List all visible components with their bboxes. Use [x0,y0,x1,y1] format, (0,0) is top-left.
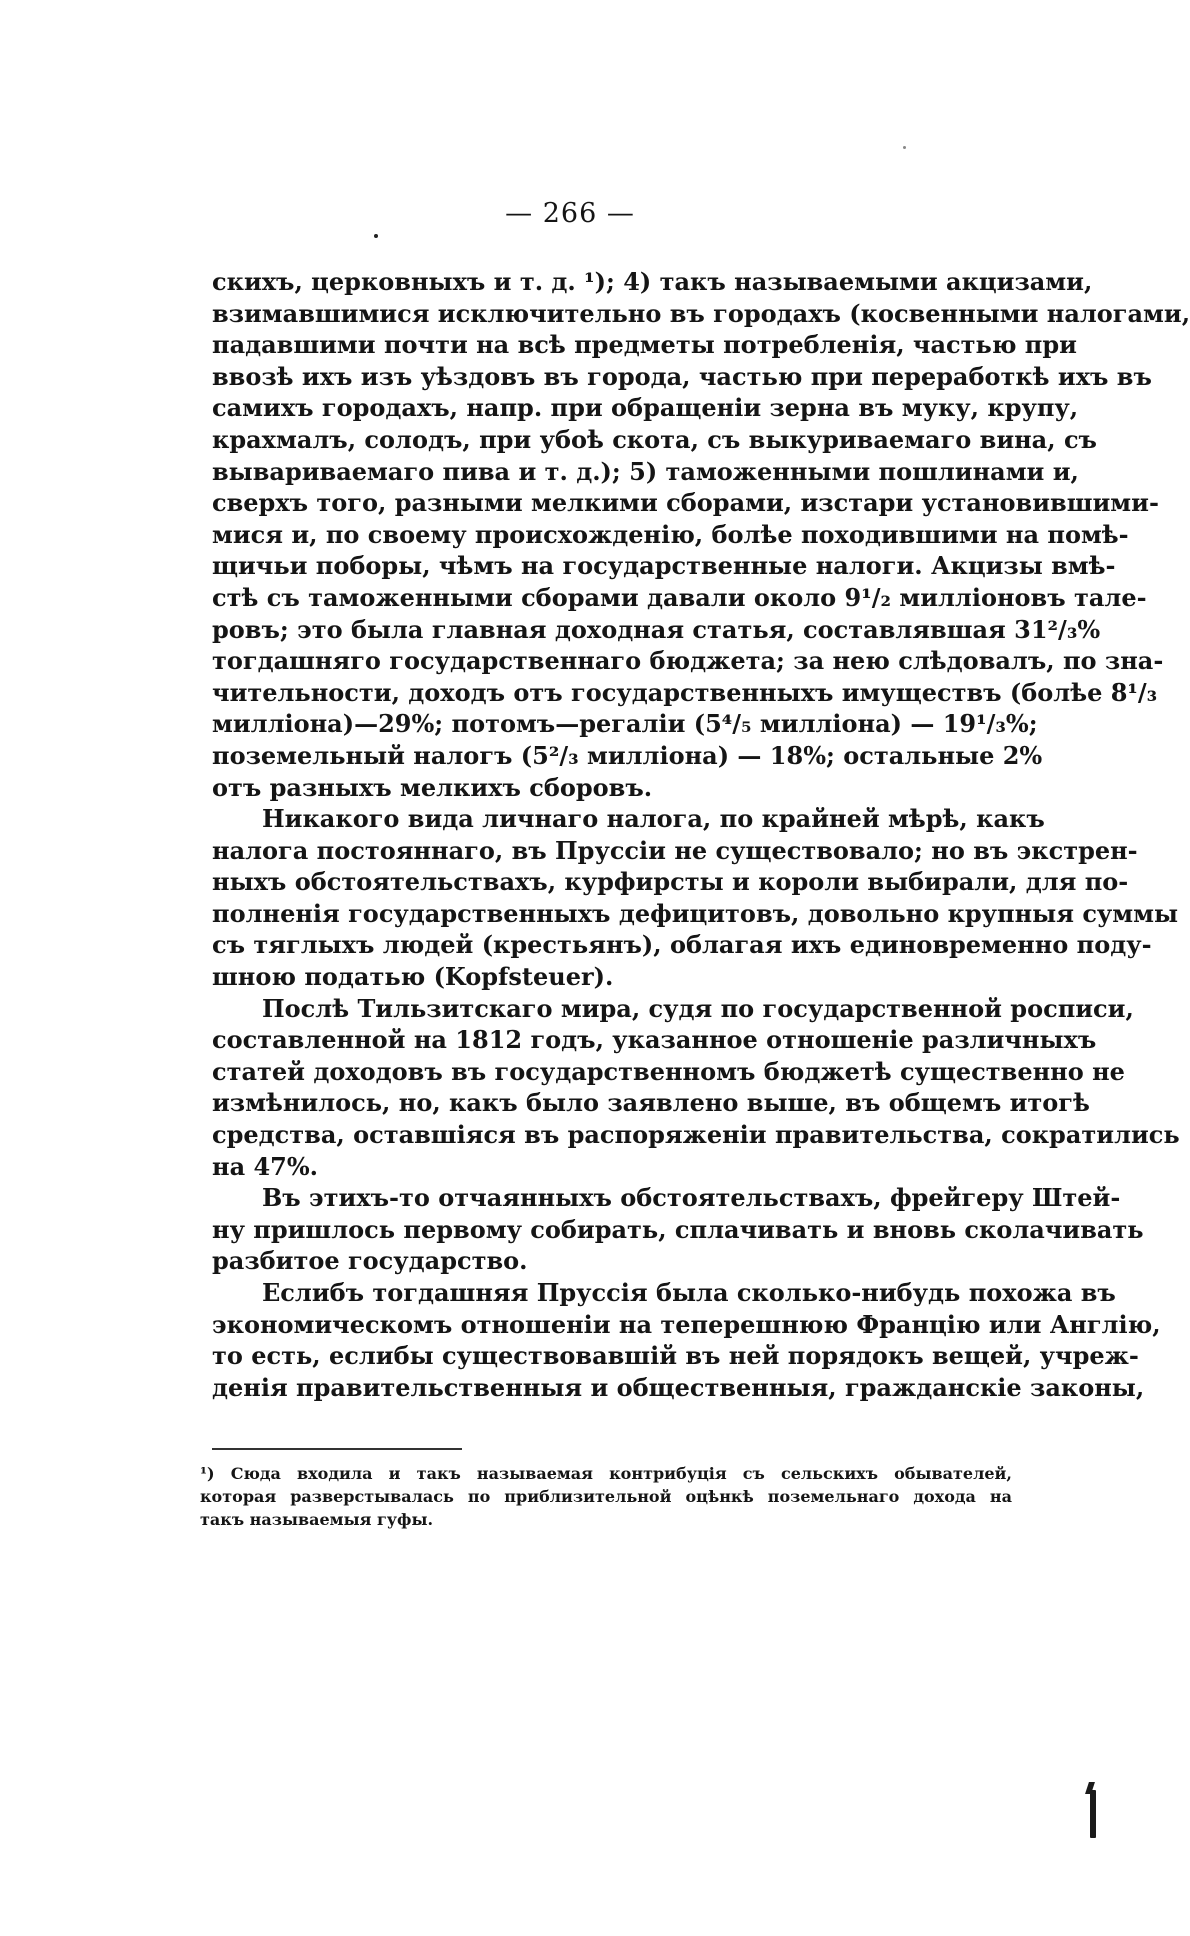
text-line: полненія государственныхъ дефицитовъ, довольно крупныя суммы [212,898,1179,928]
text-line: на 47%. [212,1151,319,1181]
text-line: денія правительственныя и общественныя, гражданскіе законы, [212,1372,1145,1402]
text-line: Еслибъ тогдашняя Пруссія была сколько-нибудь похожа въ [262,1278,1116,1307]
text-line: статей доходовъ въ государственномъ бюджетѣ существенно не [212,1056,1125,1086]
text-line: Никакого вида личнаго налога, по крайней мѣрѣ, какъ [262,804,1045,834]
text-line: мися и, по своему происхожденію, болѣе походившими на помѣ- [212,519,1129,549]
text-line: тогдашняго государственнаго бюджета; за нею слѣдовалъ, по зна- [212,646,1164,676]
text-line: взимавшимися исключительно въ городахъ (косвенными налогами, [212,298,1190,328]
text-line: Въ этихъ-то отчаянныхъ обстоятельствахъ, фрейгеру Штей- [262,1183,1121,1213]
text-line: составленной на 1812 годъ, указанное отношеніе различныхъ [212,1025,1097,1055]
body-text [212,266,1190,1403]
text-line: экономическомъ отношеніи на теперешнюю Францію или Англію, [212,1309,1161,1339]
page-number: — 266 — [505,198,635,229]
text-line: самихъ городахъ, напр. при обращеніи зерна въ муку, крупу, [212,393,1079,423]
text-line: милліона)—29%; потомъ—регаліи (5⁴/₅ милліона) — 19¹/₃%; [212,709,1038,739]
margin-ink-mark [1090,1790,1096,1838]
text-line: щичьи поборы, чѣмъ на государственные налоги. Акцизы вмѣ- [212,551,1116,581]
text-line: ныхъ обстоятельствахъ, курфирсты и короли выбирали, для по- [212,867,1129,897]
footnote-divider [212,1448,462,1450]
text-line: налога постояннаго, въ Пруссіи не существовало; но въ экстрен- [212,835,1138,865]
text-line: поземельный налогъ (5²/₃ милліона) — 18%; остальные 2% [212,740,1043,770]
text-line: разбитое государство. [212,1246,528,1276]
text-line: сверхъ того, разными мелкими сборами, изстари установившими- [212,488,1159,518]
text-line: то есть, еслибы существовавшій въ ней порядокъ вещей, учреж- [212,1341,1139,1371]
text-line: ввозѣ ихъ изъ уѣздовъ въ города, частью при переработкѣ ихъ въ [212,361,1152,391]
footnote-line: ¹) Сюда входила и такъ называемая контрибуція съ сельскихъ обывателей, [200,1464,1012,1483]
text-line: съ тяглыхъ людей (крестьянъ), облагая ихъ единовременно поду- [212,930,1152,960]
text-line: стѣ съ таможенными сборами давали около 9¹/₂ милліоновъ тале- [212,582,1147,612]
text-line: измѣнилось, но, какъ было заявлено выше, въ общемъ итогѣ [212,1088,1090,1118]
footnote-line: которая разверстывалась по приблизительной оцѣнкѣ поземельнаго дохода на [200,1487,1012,1506]
text-line: крахмалъ, солодъ, при убоѣ скота, съ выкуриваемаго вина, съ [212,424,1097,454]
text-line: средства, оставшіяся въ распоряженіи правительства, сократились [212,1120,1180,1150]
text-line: шною податью (Kopfsteuer). [212,962,614,992]
text-line: скихъ, церковныхъ и т. д. ¹); 4) такъ называемыми акцизами, [212,267,1093,296]
speck-mark [374,234,378,238]
text-line: ну пришлось первому собирать, сплачивать и вновь сколачивать [212,1214,1144,1244]
text-line: чительности, доходъ отъ государственныхъ имуществъ (болѣе 8¹/₃ [212,677,1158,707]
text-line: ровъ; это была главная доходная статья, составлявшая 31²/₃% [212,614,1101,644]
speck-mark [903,146,906,149]
footnote-line: такъ называемыя гуфы. [200,1510,434,1529]
footnote [200,1462,1012,1531]
text-line: падавшими почти на всѣ предметы потребленія, частью при [212,330,1077,360]
text-line: вывариваемаго пива и т. д.); 5) таможенными пошлинами и, [212,456,1079,486]
text-line: Послѣ Тильзитскаго мира, судя по государственной росписи, [262,993,1134,1023]
text-line: отъ разныхъ мелкихъ сборовъ. [212,772,653,802]
